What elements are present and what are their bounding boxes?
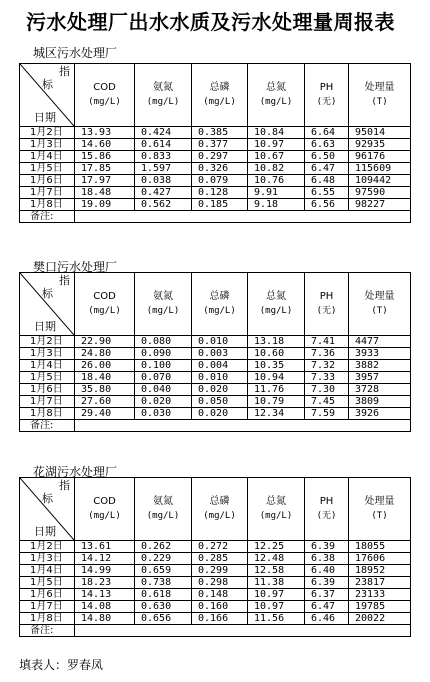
ammonia-header bbox=[135, 64, 192, 127]
diagonal-label-middle: 标 bbox=[42, 78, 53, 91]
cod-value: 22.90 bbox=[75, 336, 135, 348]
table-row bbox=[20, 348, 411, 360]
ph-header bbox=[305, 64, 349, 127]
volume-value: 19785 bbox=[349, 601, 411, 613]
cod-value: 14.80 bbox=[75, 613, 135, 625]
nitrogen-value: 12.48 bbox=[248, 553, 305, 565]
ph-value: 6.38 bbox=[305, 553, 349, 565]
nitrogen-header bbox=[248, 64, 305, 127]
ammonia-value: 0.020 bbox=[135, 396, 192, 408]
phosphorus-value: 0.285 bbox=[192, 553, 248, 565]
ph-value: 6.47 bbox=[305, 163, 349, 175]
nitrogen-value: 13.18 bbox=[248, 336, 305, 348]
nitrogen-value: 10.60 bbox=[248, 348, 305, 360]
ph-value: 6.63 bbox=[305, 139, 349, 151]
diagonal-label-top: 指 bbox=[59, 65, 70, 78]
column-title: 氨氮 bbox=[153, 82, 173, 93]
column-title: PH bbox=[319, 82, 334, 93]
phosphorus-value: 0.010 bbox=[192, 336, 248, 348]
nitrogen-value: 9.18 bbox=[248, 199, 305, 211]
ph-value: 7.41 bbox=[305, 336, 349, 348]
ammonia-value: 0.229 bbox=[135, 553, 192, 565]
ph-value: 6.46 bbox=[305, 613, 349, 625]
date-cell: 1月3日 bbox=[20, 139, 75, 151]
phosphorus-value: 0.166 bbox=[192, 613, 248, 625]
note-content bbox=[75, 625, 411, 637]
column-title: 处理量 bbox=[364, 496, 395, 507]
table-row bbox=[20, 175, 411, 187]
column-title: 氨氮 bbox=[153, 291, 173, 302]
cod-value: 14.08 bbox=[75, 601, 135, 613]
phosphorus-value: 0.385 bbox=[192, 127, 248, 139]
table-row bbox=[20, 139, 411, 151]
ph-header bbox=[305, 273, 349, 336]
cod-value: 18.23 bbox=[75, 577, 135, 589]
table-row bbox=[20, 553, 411, 565]
nitrogen-value: 11.76 bbox=[248, 384, 305, 396]
date-cell: 1月6日 bbox=[20, 589, 75, 601]
column-title: PH bbox=[319, 496, 334, 507]
nitrogen-value: 10.35 bbox=[248, 360, 305, 372]
ph-value: 6.48 bbox=[305, 175, 349, 187]
table-row bbox=[20, 372, 411, 384]
report-title: 污水处理厂出水水质及污水处理量周报表 bbox=[26, 10, 395, 34]
volume-value: 3728 bbox=[349, 384, 411, 396]
nitrogen-value: 12.25 bbox=[248, 541, 305, 553]
note-content bbox=[75, 420, 411, 432]
volume-value: 20022 bbox=[349, 613, 411, 625]
volume-header bbox=[349, 273, 411, 336]
ph-value: 7.36 bbox=[305, 348, 349, 360]
date-cell: 1月2日 bbox=[20, 541, 75, 553]
diagonal-label-bottom: 日期 bbox=[34, 111, 56, 124]
header-row bbox=[20, 64, 411, 127]
ammonia-value: 0.030 bbox=[135, 408, 192, 420]
column-unit: (mg/L) bbox=[88, 97, 121, 107]
column-unit: (mg/L) bbox=[146, 97, 180, 107]
diagonal-header-cell bbox=[20, 273, 75, 336]
column-unit: (mg/L) bbox=[259, 306, 293, 316]
phosphorus-value: 0.377 bbox=[192, 139, 248, 151]
volume-value: 17606 bbox=[349, 553, 411, 565]
table-row bbox=[20, 541, 411, 553]
date-cell: 1月3日 bbox=[20, 553, 75, 565]
table-row bbox=[20, 613, 411, 625]
volume-value: 3926 bbox=[349, 408, 411, 420]
table-row bbox=[20, 151, 411, 163]
cod-value: 13.61 bbox=[75, 541, 135, 553]
volume-value: 23133 bbox=[349, 589, 411, 601]
ammonia-header bbox=[135, 273, 192, 336]
ph-value: 6.47 bbox=[305, 601, 349, 613]
note-row bbox=[20, 420, 411, 432]
header-row bbox=[20, 478, 411, 541]
column-title: COD bbox=[93, 291, 116, 302]
ammonia-value: 0.562 bbox=[135, 199, 192, 211]
volume-value: 109442 bbox=[349, 175, 411, 187]
phosphorus-value: 0.020 bbox=[192, 408, 248, 420]
table-row bbox=[20, 601, 411, 613]
phosphorus-value: 0.326 bbox=[192, 163, 248, 175]
date-cell: 1月6日 bbox=[20, 384, 75, 396]
ph-value: 7.32 bbox=[305, 360, 349, 372]
plant-name: 樊口污水处理厂 bbox=[33, 260, 118, 274]
column-title: 总磷 bbox=[209, 496, 230, 507]
nitrogen-value: 10.94 bbox=[248, 372, 305, 384]
column-unit: (mg/L) bbox=[88, 511, 121, 521]
date-cell: 1月5日 bbox=[20, 163, 75, 175]
diagonal-header-cell bbox=[20, 478, 75, 541]
column-unit: (T) bbox=[371, 306, 388, 316]
plant-table bbox=[19, 63, 411, 223]
cod-value: 29.40 bbox=[75, 408, 135, 420]
volume-value: 3809 bbox=[349, 396, 411, 408]
phosphorus-value: 0.010 bbox=[192, 372, 248, 384]
volume-value: 96176 bbox=[349, 151, 411, 163]
phosphorus-value: 0.272 bbox=[192, 541, 248, 553]
diagonal-label-top: 指 bbox=[59, 479, 70, 492]
column-title: COD bbox=[93, 496, 116, 507]
note-label: 备注: bbox=[20, 211, 75, 223]
date-cell: 1月6日 bbox=[20, 175, 75, 187]
table-row bbox=[20, 589, 411, 601]
ph-value: 6.50 bbox=[305, 151, 349, 163]
phosphorus-value: 0.297 bbox=[192, 151, 248, 163]
volume-header bbox=[349, 478, 411, 541]
volume-value: 115609 bbox=[349, 163, 411, 175]
date-cell: 1月7日 bbox=[20, 187, 75, 199]
date-cell: 1月4日 bbox=[20, 565, 75, 577]
column-unit: (mg/L) bbox=[203, 306, 236, 316]
table-row bbox=[20, 127, 411, 139]
volume-value: 23817 bbox=[349, 577, 411, 589]
table-row bbox=[20, 163, 411, 175]
ammonia-value: 0.038 bbox=[135, 175, 192, 187]
diagonal-label-bottom: 日期 bbox=[34, 525, 56, 538]
ammonia-value: 0.100 bbox=[135, 360, 192, 372]
column-title: 总氮 bbox=[266, 291, 286, 302]
column-title: 处理量 bbox=[364, 291, 395, 302]
nitrogen-value: 10.84 bbox=[248, 127, 305, 139]
phosphorus-value: 0.148 bbox=[192, 589, 248, 601]
header-row bbox=[20, 273, 411, 336]
ammonia-value: 0.738 bbox=[135, 577, 192, 589]
phosphorus-value: 0.299 bbox=[192, 565, 248, 577]
ph-value: 6.56 bbox=[305, 199, 349, 211]
ammonia-value: 0.427 bbox=[135, 187, 192, 199]
phosphorus-value: 0.004 bbox=[192, 360, 248, 372]
cod-value: 17.97 bbox=[75, 175, 135, 187]
date-cell: 1月5日 bbox=[20, 372, 75, 384]
ph-value: 7.59 bbox=[305, 408, 349, 420]
ammonia-value: 0.040 bbox=[135, 384, 192, 396]
column-title: 氨氮 bbox=[153, 496, 173, 507]
column-title: COD bbox=[93, 82, 116, 93]
volume-value: 4477 bbox=[349, 336, 411, 348]
plant-name: 花湖污水处理厂 bbox=[33, 465, 118, 479]
cod-value: 13.93 bbox=[75, 127, 135, 139]
volume-value: 3957 bbox=[349, 372, 411, 384]
plant-name: 城区污水处理厂 bbox=[33, 46, 118, 60]
date-cell: 1月4日 bbox=[20, 151, 75, 163]
ammonia-value: 0.630 bbox=[135, 601, 192, 613]
volume-value: 3882 bbox=[349, 360, 411, 372]
volume-value: 97590 bbox=[349, 187, 411, 199]
table-row bbox=[20, 360, 411, 372]
date-cell: 1月4日 bbox=[20, 360, 75, 372]
note-label: 备注: bbox=[20, 420, 75, 432]
cod-value: 26.00 bbox=[75, 360, 135, 372]
column-unit: (mg/L) bbox=[88, 306, 121, 316]
phosphorus-header bbox=[192, 478, 248, 541]
volume-header bbox=[349, 64, 411, 127]
ph-value: 7.30 bbox=[305, 384, 349, 396]
column-unit: (T) bbox=[371, 97, 388, 107]
nitrogen-value: 12.58 bbox=[248, 565, 305, 577]
date-cell: 1月2日 bbox=[20, 336, 75, 348]
cod-value: 17.85 bbox=[75, 163, 135, 175]
ammonia-value: 0.833 bbox=[135, 151, 192, 163]
ammonia-value: 0.659 bbox=[135, 565, 192, 577]
column-unit: (T) bbox=[371, 511, 388, 521]
plant-table bbox=[19, 272, 411, 432]
table-row bbox=[20, 408, 411, 420]
ammonia-value: 0.080 bbox=[135, 336, 192, 348]
note-content bbox=[75, 211, 411, 223]
note-row bbox=[20, 211, 411, 223]
column-title: 总氮 bbox=[266, 496, 286, 507]
ph-header bbox=[305, 478, 349, 541]
cod-value: 18.40 bbox=[75, 372, 135, 384]
volume-value: 98227 bbox=[349, 199, 411, 211]
column-title: 总氮 bbox=[266, 82, 286, 93]
cod-value: 14.13 bbox=[75, 589, 135, 601]
ph-value: 7.33 bbox=[305, 372, 349, 384]
ammonia-value: 0.614 bbox=[135, 139, 192, 151]
date-cell: 1月8日 bbox=[20, 613, 75, 625]
table-row bbox=[20, 336, 411, 348]
column-title: 总磷 bbox=[209, 291, 230, 302]
table-row bbox=[20, 384, 411, 396]
nitrogen-value: 10.97 bbox=[248, 139, 305, 151]
cod-value: 18.48 bbox=[75, 187, 135, 199]
date-cell: 1月8日 bbox=[20, 199, 75, 211]
phosphorus-header bbox=[192, 64, 248, 127]
column-title: 处理量 bbox=[364, 82, 395, 93]
note-label: 备注: bbox=[20, 625, 75, 637]
volume-value: 95014 bbox=[349, 127, 411, 139]
cod-value: 15.86 bbox=[75, 151, 135, 163]
cod-value: 35.80 bbox=[75, 384, 135, 396]
note-row bbox=[20, 625, 411, 637]
phosphorus-header bbox=[192, 273, 248, 336]
nitrogen-header bbox=[248, 478, 305, 541]
diagonal-label-top: 指 bbox=[59, 274, 70, 287]
column-unit: (mg/L) bbox=[146, 306, 180, 316]
column-unit: (无) bbox=[316, 97, 337, 107]
phosphorus-value: 0.185 bbox=[192, 199, 248, 211]
nitrogen-value: 10.79 bbox=[248, 396, 305, 408]
column-unit: (无) bbox=[316, 511, 337, 521]
column-unit: (mg/L) bbox=[203, 97, 236, 107]
phosphorus-value: 0.128 bbox=[192, 187, 248, 199]
table-row bbox=[20, 577, 411, 589]
cod-value: 24.80 bbox=[75, 348, 135, 360]
ammonia-value: 0.090 bbox=[135, 348, 192, 360]
date-cell: 1月8日 bbox=[20, 408, 75, 420]
date-cell: 1月7日 bbox=[20, 601, 75, 613]
nitrogen-value: 12.34 bbox=[248, 408, 305, 420]
nitrogen-value: 10.67 bbox=[248, 151, 305, 163]
volume-value: 18952 bbox=[349, 565, 411, 577]
ammonia-value: 0.656 bbox=[135, 613, 192, 625]
phosphorus-value: 0.298 bbox=[192, 577, 248, 589]
cod-header bbox=[75, 64, 135, 127]
cod-value: 14.12 bbox=[75, 553, 135, 565]
ammonia-value: 0.262 bbox=[135, 541, 192, 553]
phosphorus-value: 0.003 bbox=[192, 348, 248, 360]
column-title: 总磷 bbox=[209, 82, 230, 93]
diagonal-label-middle: 标 bbox=[42, 492, 53, 505]
table-row bbox=[20, 187, 411, 199]
filler-signature: 填表人：罗春凤 bbox=[19, 658, 104, 672]
volume-value: 3933 bbox=[349, 348, 411, 360]
volume-value: 18055 bbox=[349, 541, 411, 553]
column-title: PH bbox=[319, 291, 334, 302]
ammonia-value: 0.070 bbox=[135, 372, 192, 384]
ammonia-value: 1.597 bbox=[135, 163, 192, 175]
phosphorus-value: 0.020 bbox=[192, 384, 248, 396]
diagonal-label-middle: 标 bbox=[42, 287, 53, 300]
column-unit: (mg/L) bbox=[259, 97, 293, 107]
cod-value: 14.60 bbox=[75, 139, 135, 151]
nitrogen-value: 10.97 bbox=[248, 601, 305, 613]
ph-value: 6.55 bbox=[305, 187, 349, 199]
cod-value: 14.99 bbox=[75, 565, 135, 577]
volume-value: 92935 bbox=[349, 139, 411, 151]
ammonia-value: 0.618 bbox=[135, 589, 192, 601]
date-cell: 1月7日 bbox=[20, 396, 75, 408]
ph-value: 6.37 bbox=[305, 589, 349, 601]
nitrogen-value: 9.91 bbox=[248, 187, 305, 199]
ammonia-value: 0.424 bbox=[135, 127, 192, 139]
date-cell: 1月5日 bbox=[20, 577, 75, 589]
cod-header bbox=[75, 273, 135, 336]
diagonal-label-bottom: 日期 bbox=[34, 320, 56, 333]
column-unit: (无) bbox=[316, 306, 337, 316]
ammonia-header bbox=[135, 478, 192, 541]
cod-value: 27.60 bbox=[75, 396, 135, 408]
ph-value: 6.39 bbox=[305, 541, 349, 553]
phosphorus-value: 0.050 bbox=[192, 396, 248, 408]
diagonal-header-cell bbox=[20, 64, 75, 127]
table-row bbox=[20, 396, 411, 408]
nitrogen-value: 10.97 bbox=[248, 589, 305, 601]
ph-value: 6.64 bbox=[305, 127, 349, 139]
column-unit: (mg/L) bbox=[259, 511, 293, 521]
column-unit: (mg/L) bbox=[203, 511, 236, 521]
nitrogen-value: 10.76 bbox=[248, 175, 305, 187]
date-cell: 1月2日 bbox=[20, 127, 75, 139]
nitrogen-value: 10.82 bbox=[248, 163, 305, 175]
plant-table bbox=[19, 477, 411, 637]
ph-value: 7.45 bbox=[305, 396, 349, 408]
table-row bbox=[20, 565, 411, 577]
phosphorus-value: 0.160 bbox=[192, 601, 248, 613]
nitrogen-value: 11.56 bbox=[248, 613, 305, 625]
cod-value: 19.09 bbox=[75, 199, 135, 211]
date-cell: 1月3日 bbox=[20, 348, 75, 360]
phosphorus-value: 0.079 bbox=[192, 175, 248, 187]
ph-value: 6.39 bbox=[305, 577, 349, 589]
table-row bbox=[20, 199, 411, 211]
nitrogen-value: 11.38 bbox=[248, 577, 305, 589]
cod-header bbox=[75, 478, 135, 541]
ph-value: 6.40 bbox=[305, 565, 349, 577]
nitrogen-header bbox=[248, 273, 305, 336]
column-unit: (mg/L) bbox=[146, 511, 180, 521]
